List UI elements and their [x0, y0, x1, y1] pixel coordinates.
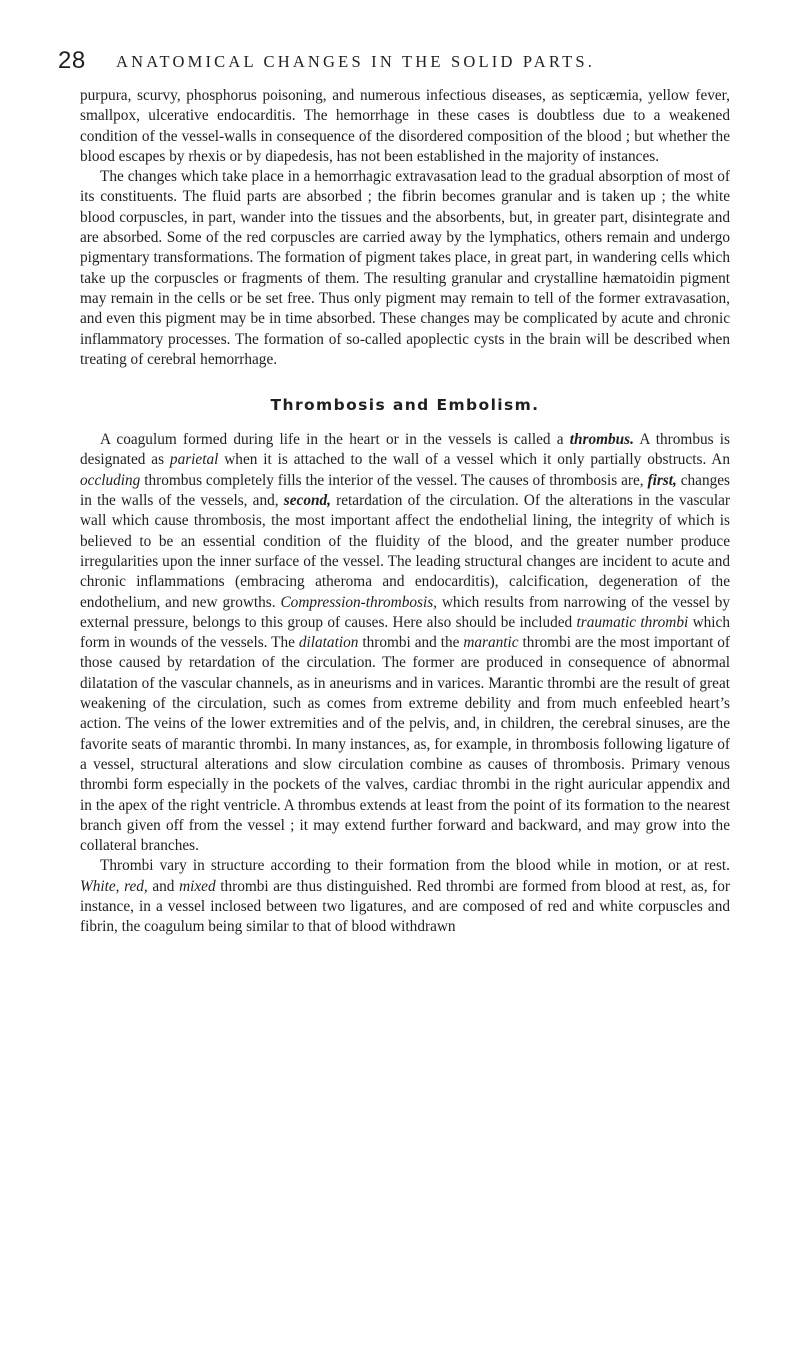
term-dilatation: dilatation [298, 634, 359, 652]
text-run: changes in the walls of the vessels, and, [80, 471, 730, 510]
paragraph-thrombus-definition [80, 430, 730, 856]
term-first: first, [647, 471, 677, 489]
running-head-title: ANATOMICAL CHANGES IN THE SOLID PARTS. [116, 52, 596, 71]
text-run: thrombi and the [358, 634, 464, 652]
text-run: which results from narrowing of the vessel by external pressure, belongs to this group of causes. Here also should be included [80, 593, 730, 631]
heading-word-embolism: Embolism. [436, 396, 540, 415]
text-run: and [147, 877, 180, 895]
text-run: Thrombi vary in structure according to their formation from the blood while in motion, or at rest. [100, 857, 730, 875]
term-parietal: parietal [169, 451, 219, 469]
running-head [58, 46, 742, 76]
paragraph-extravasation-changes: The changes which take place in a hemorrhagic extravasation lead to the gradual absorption of most of its constituents. The fluid parts are absorbed ; the fibrin becomes granular and is taken up ; the white blood corpuscles, in part, wander into the tissues and the absorbents, but, in greater part, disintegrate and are absorbed. Some of the red corpuscles are carried away by the lymphatics, others remain and undergo pigmentary transformations. The formation of pigment takes place, in great part, in wandering cells which take up the corpuscles or fragments of them. The resulting granular and crystalline hæmatoidin pigment may remain in the cells or be set free. Thus only pigment may remain to tell of the former extravasation, and even this pigment may be in time absorbed. These changes may be complicated by acute and chronic inflammatory processes. The formation of so-called apoplectic cysts in the brain will be described when treating of cerebral hemorrhage. [80, 168, 730, 368]
term-thrombus: thrombus. [569, 431, 634, 449]
page-number: 28 [58, 47, 86, 74]
text-run: thrombi are the most important of those caused by retardation of the circulation. The former are produced in consequence of abnormal dilatation of the vascular channels, as in aneurisms and in varices. Marantic thrombi are the result of great weakening of the circulation, such as comes from extreme debility and from much enfeebled heart’s action. The veins of the lower extremities and of the pelvis, and, in children, the cerebral sinuses, are the favorite seats of marantic thrombi. In many instances, as, for example, in thrombosis following ligature of a vessel, structural alterations and slow circulation combine as causes of thrombosis. Primary venous thrombi form especially in the pockets of the valves, cardiac thrombi in the right auricular appendix and in the apex of the right ventricle. A thrombus extends at least from the point of its formation to the nearest branch given off from the vessel ; it may extend further forward and backward, and may grow into the collateral branches. [80, 634, 731, 855]
text-run: thrombus completely fills the interior of the vessel. The causes of thrombosis are, [140, 471, 648, 489]
text-run: A thrombus is designated as [80, 431, 731, 469]
term-second: second, [283, 492, 331, 510]
term-compression-thrombosis: Compression-thrombosis, [280, 593, 437, 611]
term-marantic: marantic [463, 634, 519, 652]
heading-word-and: and [392, 396, 430, 415]
paragraph-thrombi-structure [80, 856, 730, 937]
text-run: which form in wounds of the vessels. The [80, 613, 730, 652]
paragraph-hemorrhage-causes: purpura, scurvy, phosphorus poisoning, and numerous infectious diseases, as septicæmia, yellow fever, smallpox, ulcerative endocarditis. The hemorrhage in these cases is doubtless due to a weakened condition of the vessel-walls in consequence of the disordered composition of the blood ; but whether the blood escapes by rhexis or by diapedesis, has not been established in the majority of instances. [80, 87, 730, 165]
term-white-red: White, red, [80, 877, 148, 895]
text-run: thrombi are thus distinguished. Red thrombi are formed from blood at rest, as, for instance, in a vessel inclosed between two ligatures, and are composed of red and white corpuscles and fibrin, the coagulum being similar to that of blood withdrawn [80, 877, 730, 936]
term-occluding: occluding [80, 471, 141, 489]
section-heading [80, 395, 730, 415]
text-run: A coagulum formed during life in the heart or in the vessels is called a [100, 431, 570, 449]
body-text [80, 86, 730, 938]
text-run: retardation of the circulation. Of the alterations in the vascular wall which cause thrombosis, the most important affect the endothelial lining, the integrity of which is believed to be an essential condition of the fluidity of the blood, and the greater number produce irregularities upon the inner surface of the vessel. The leading structural changes are incident to acute and chronic inflammations (embracing atheroma and endocarditis), calcification, degeneration of the endothelium, and new growths. [80, 492, 730, 611]
term-mixed: mixed [179, 877, 216, 895]
heading-word-thrombosis: Thrombosis [270, 396, 387, 415]
text-run: when it is attached to the wall of a vessel which it only partially obstructs. An [218, 451, 730, 469]
term-traumatic-thrombi: traumatic thrombi [576, 613, 689, 631]
